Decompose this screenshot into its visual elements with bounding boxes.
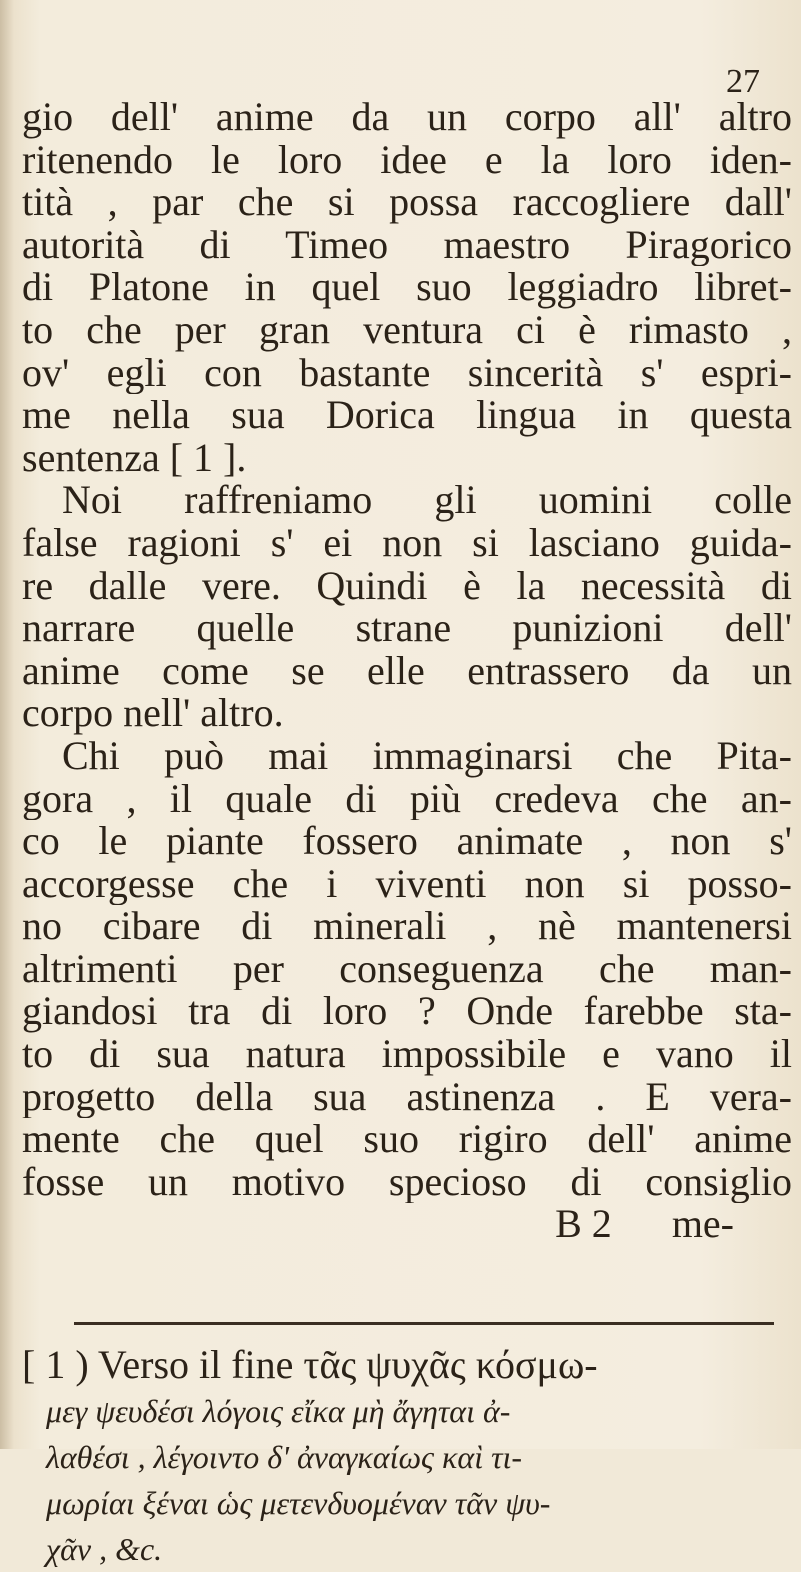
text-line: gora , il quale di più credeva che an- [22,777,792,821]
footnote-line: χᾶν , &c. [46,1531,163,1567]
text-line: autorità di Timeo maestro Piragorico [22,223,792,267]
text-line: progetto della sua astinenza . E vera- [22,1075,792,1119]
text-line: accorgesse che i viventi non si posso- [22,862,792,906]
text-line: narrare quelle strane punizioni dell' [22,607,792,650]
text-line: gio dell' anime da un corpo all' altro [22,96,792,139]
text-line: mente che quel suo rigiro dell' anime [22,1118,792,1161]
binding-shadow [0,0,14,1449]
text-line: di Platone in quel suo leggiadro libret- [22,266,792,309]
text-line: me nella sua Dorica lingua in questa [22,394,792,437]
body-text [22,96,792,1246]
text-line: tità , par che si possa raccogliere dall' [22,181,792,224]
footnote-line: λαθέσι , λέγοιντο δ' ἀναγκαίως καὶ τι- [46,1439,523,1475]
text-line: co le piante fossero animate , non s' [22,820,792,863]
text-line: fosse un motivo specioso di consiglio [22,1160,792,1204]
text-line: ritenendo le loro idee e la loro iden- [22,138,792,182]
text-line: ov' egli con bastante sincerità s' espri- [22,351,792,395]
footnote [22,1342,792,1572]
text-line: re dalle vere. Quindi è la necessità di [22,564,792,608]
text-line: to di sua natura impossibile e vano il [22,1033,792,1076]
footnote-line: μωρίαι ξέναι ὡς μετενδυομέναν τᾶν ψυ- [46,1485,551,1521]
text-line: anime come se elle entrassero da un [22,649,792,693]
text-line: sentenza [ 1 ]. [22,436,247,480]
footnote-line: [ 1 ) Verso il fine τᾶς ψυχᾶς κόσμω- [22,1342,598,1387]
footnote-line: μεγ ψευδέσι λόγοις εἴκα μὴ ἄγηται ἀ- [46,1393,511,1429]
text-line: giandosi tra di loro ? Onde farebbe sta- [22,990,792,1034]
text-line: corpo nell' altro. [22,692,284,735]
signature-mark: B 2 [555,1203,612,1247]
text-line: Chi può mai immaginarsi che Pita- [62,734,792,778]
text-line: no cibare di minerali , nè mantenersi [22,905,792,948]
text-line: altrimenti per conseguenza che man- [22,947,792,991]
catchword: me- [671,1203,734,1247]
page-number: 27 [726,63,760,100]
footnote-rule [74,1322,774,1325]
signature-line [22,1203,792,1246]
text-line: to che per gran ventura ci è rimasto , [22,308,792,352]
text-line: false ragioni s' ei non si lasciano guida- [22,521,792,565]
text-line: Noi raffreniamo gli uomini colle [62,479,792,522]
